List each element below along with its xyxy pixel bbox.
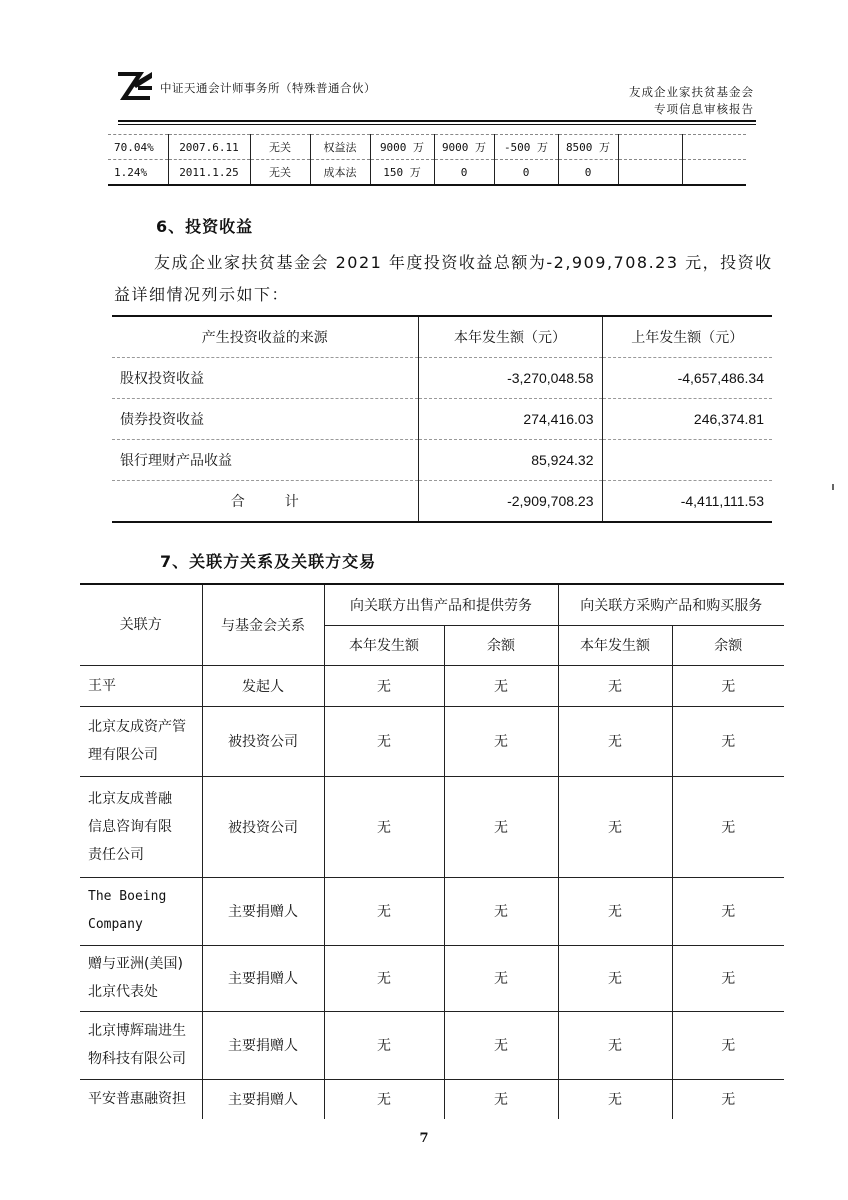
- table-cell: 无: [672, 665, 784, 706]
- table-cell: 0: [434, 160, 494, 186]
- section-heading-investment-income: 6、投资收益: [156, 217, 254, 236]
- table-cell: 9000 万: [434, 135, 494, 160]
- column-header-current: 本年发生额: [324, 625, 444, 665]
- org-name: 友成企业家扶贫基金会: [629, 85, 754, 99]
- table-total-row: [112, 481, 772, 523]
- table-row: [112, 440, 772, 481]
- relation: 主要捐赠人: [202, 945, 324, 1011]
- table-cell: 0: [558, 160, 618, 186]
- table-cell: 无: [672, 877, 784, 945]
- table-row: [112, 399, 772, 440]
- table-cell: 无: [324, 877, 444, 945]
- table-cell: 无关: [250, 160, 310, 186]
- table-cell: [682, 160, 746, 186]
- table-cell: 无: [558, 877, 672, 945]
- table-cell: 无: [444, 706, 558, 776]
- table-cell: 2007.6.11: [168, 135, 250, 160]
- table-cell: 274,416.03: [418, 399, 602, 440]
- report-name: 专项信息审核报告: [654, 102, 754, 116]
- table-row: [80, 945, 784, 1011]
- table-row: [80, 776, 784, 877]
- table-cell: 无: [324, 665, 444, 706]
- party-name-line: 物科技有限公司: [88, 1051, 186, 1067]
- party-name: [80, 776, 202, 877]
- table-cell: 1.24%: [108, 160, 168, 186]
- party-name: [80, 706, 202, 776]
- column-header-party: 关联方: [80, 584, 202, 665]
- party-name-line: Company: [88, 917, 143, 932]
- relation: 被投资公司: [202, 706, 324, 776]
- table-cell: [618, 135, 682, 160]
- table-row: [80, 1079, 784, 1119]
- table-row: [108, 135, 746, 160]
- table-header-row: [112, 316, 772, 358]
- table-cell: 无: [558, 776, 672, 877]
- table-cell: 2011.1.25: [168, 160, 250, 186]
- table-cell: 无: [558, 1011, 672, 1079]
- column-header-balance: 余额: [672, 625, 784, 665]
- party-name-line: 北京博辉瑞进生: [88, 1023, 186, 1039]
- table-row: [112, 358, 772, 399]
- relation: 发起人: [202, 665, 324, 706]
- party-name: [80, 1011, 202, 1079]
- table-cell: 无: [672, 945, 784, 1011]
- table-cell: 银行理财产品收益: [112, 440, 418, 481]
- table-cell: 246,374.81: [602, 399, 772, 440]
- table-cell: [602, 440, 772, 481]
- table-cell: -2,909,708.23: [418, 481, 602, 523]
- table-cell: 70.04%: [108, 135, 168, 160]
- table-row: [108, 160, 746, 186]
- table-row: [80, 665, 784, 706]
- paragraph-line: 友成企业家扶贫基金会 2021 年度投资收益总额为-2,909,708.23 元，投资收: [154, 253, 773, 272]
- table-cell: 无: [672, 1079, 784, 1119]
- table-cell: 无: [672, 706, 784, 776]
- table-cell: -500 万: [494, 135, 558, 160]
- table-cell: 无: [324, 1011, 444, 1079]
- table-cell: 无: [558, 706, 672, 776]
- page-number: 7: [419, 1131, 429, 1146]
- table-cell: [682, 135, 746, 160]
- table-cell: 无: [324, 776, 444, 877]
- table-cell: 股权投资收益: [112, 358, 418, 399]
- table-cell: 无: [444, 665, 558, 706]
- party-name-line: 理有限公司: [88, 747, 158, 763]
- firm-name: 中证天通会计师事务所（特殊普通合伙）: [160, 81, 376, 95]
- party-name: [80, 665, 202, 706]
- table-cell: 无: [444, 776, 558, 877]
- column-header-balance: 余额: [444, 625, 558, 665]
- party-name-line: 责任公司: [88, 846, 144, 863]
- column-header-relation: 与基金会关系: [202, 584, 324, 665]
- table-cell: 无: [672, 776, 784, 877]
- table-cell: 无: [444, 1079, 558, 1119]
- table-row: [80, 706, 784, 776]
- scan-speck: [832, 484, 834, 490]
- equity-investment-table-continued: [108, 134, 746, 186]
- column-header: 本年发生额（元）: [418, 316, 602, 358]
- section-heading-related-parties: 7、关联方关系及关联方交易: [160, 552, 377, 571]
- party-name-line: 王平: [88, 677, 116, 694]
- table-cell: 9000 万: [370, 135, 434, 160]
- party-name-line: 平安普惠融资担: [88, 1091, 186, 1108]
- table-cell: 0: [494, 160, 558, 186]
- party-name: [80, 877, 202, 945]
- table-cell: 无: [444, 945, 558, 1011]
- party-name-line: 北京代表处: [88, 984, 158, 1000]
- investment-income-table: [112, 315, 772, 523]
- party-name-line: 北京友成普融: [88, 790, 172, 807]
- table-cell: -4,411,111.53: [602, 481, 772, 523]
- firm-logo-icon: [118, 70, 152, 100]
- table-cell: 无: [558, 945, 672, 1011]
- column-header-current: 本年发生额: [558, 625, 672, 665]
- column-header: 上年发生额（元）: [602, 316, 772, 358]
- header-rule: [118, 120, 756, 122]
- relation: 被投资公司: [202, 776, 324, 877]
- table-cell: -3,270,048.58: [418, 358, 602, 399]
- header-rule-thin: [118, 124, 756, 125]
- column-header-purchase: 向关联方采购产品和购买服务: [558, 584, 784, 625]
- table-cell: 无: [558, 665, 672, 706]
- table-cell: 无: [324, 945, 444, 1011]
- table-cell: 债券投资收益: [112, 399, 418, 440]
- table-row: [80, 1011, 784, 1079]
- table-cell: 无: [558, 1079, 672, 1119]
- table-cell: 无关: [250, 135, 310, 160]
- table-cell: 无: [672, 1011, 784, 1079]
- party-name-line: 信息咨询有限: [88, 818, 172, 835]
- party-name: [80, 945, 202, 1011]
- table-cell: 权益法: [310, 135, 370, 160]
- table-row: [80, 877, 784, 945]
- party-name-line: The Boeing: [88, 889, 167, 904]
- party-name-line: 赠与亚洲(美国): [88, 956, 183, 972]
- table-cell: [618, 160, 682, 186]
- table-cell: 150 万: [370, 160, 434, 186]
- table-cell: 无: [444, 1011, 558, 1079]
- table-cell: -4,657,486.34: [602, 358, 772, 399]
- table-cell: 无: [444, 877, 558, 945]
- total-label: 合计: [112, 481, 418, 523]
- table-cell: 8500 万: [558, 135, 618, 160]
- party-name-line: 北京友成资产管: [88, 719, 186, 735]
- related-party-table: [80, 583, 784, 1119]
- column-header: 产生投资收益的来源: [112, 316, 418, 358]
- column-header-sales: 向关联方出售产品和提供劳务: [324, 584, 558, 625]
- table-cell: 无: [324, 706, 444, 776]
- relation: 主要捐赠人: [202, 1011, 324, 1079]
- party-name: [80, 1079, 202, 1119]
- table-cell: 85,924.32: [418, 440, 602, 481]
- relation: 主要捐赠人: [202, 877, 324, 945]
- table-header-row: [80, 584, 784, 625]
- table-cell: 成本法: [310, 160, 370, 186]
- relation: 主要捐赠人: [202, 1079, 324, 1119]
- paragraph-line: 益详细情况列示如下：: [114, 285, 290, 304]
- table-cell: 无: [324, 1079, 444, 1119]
